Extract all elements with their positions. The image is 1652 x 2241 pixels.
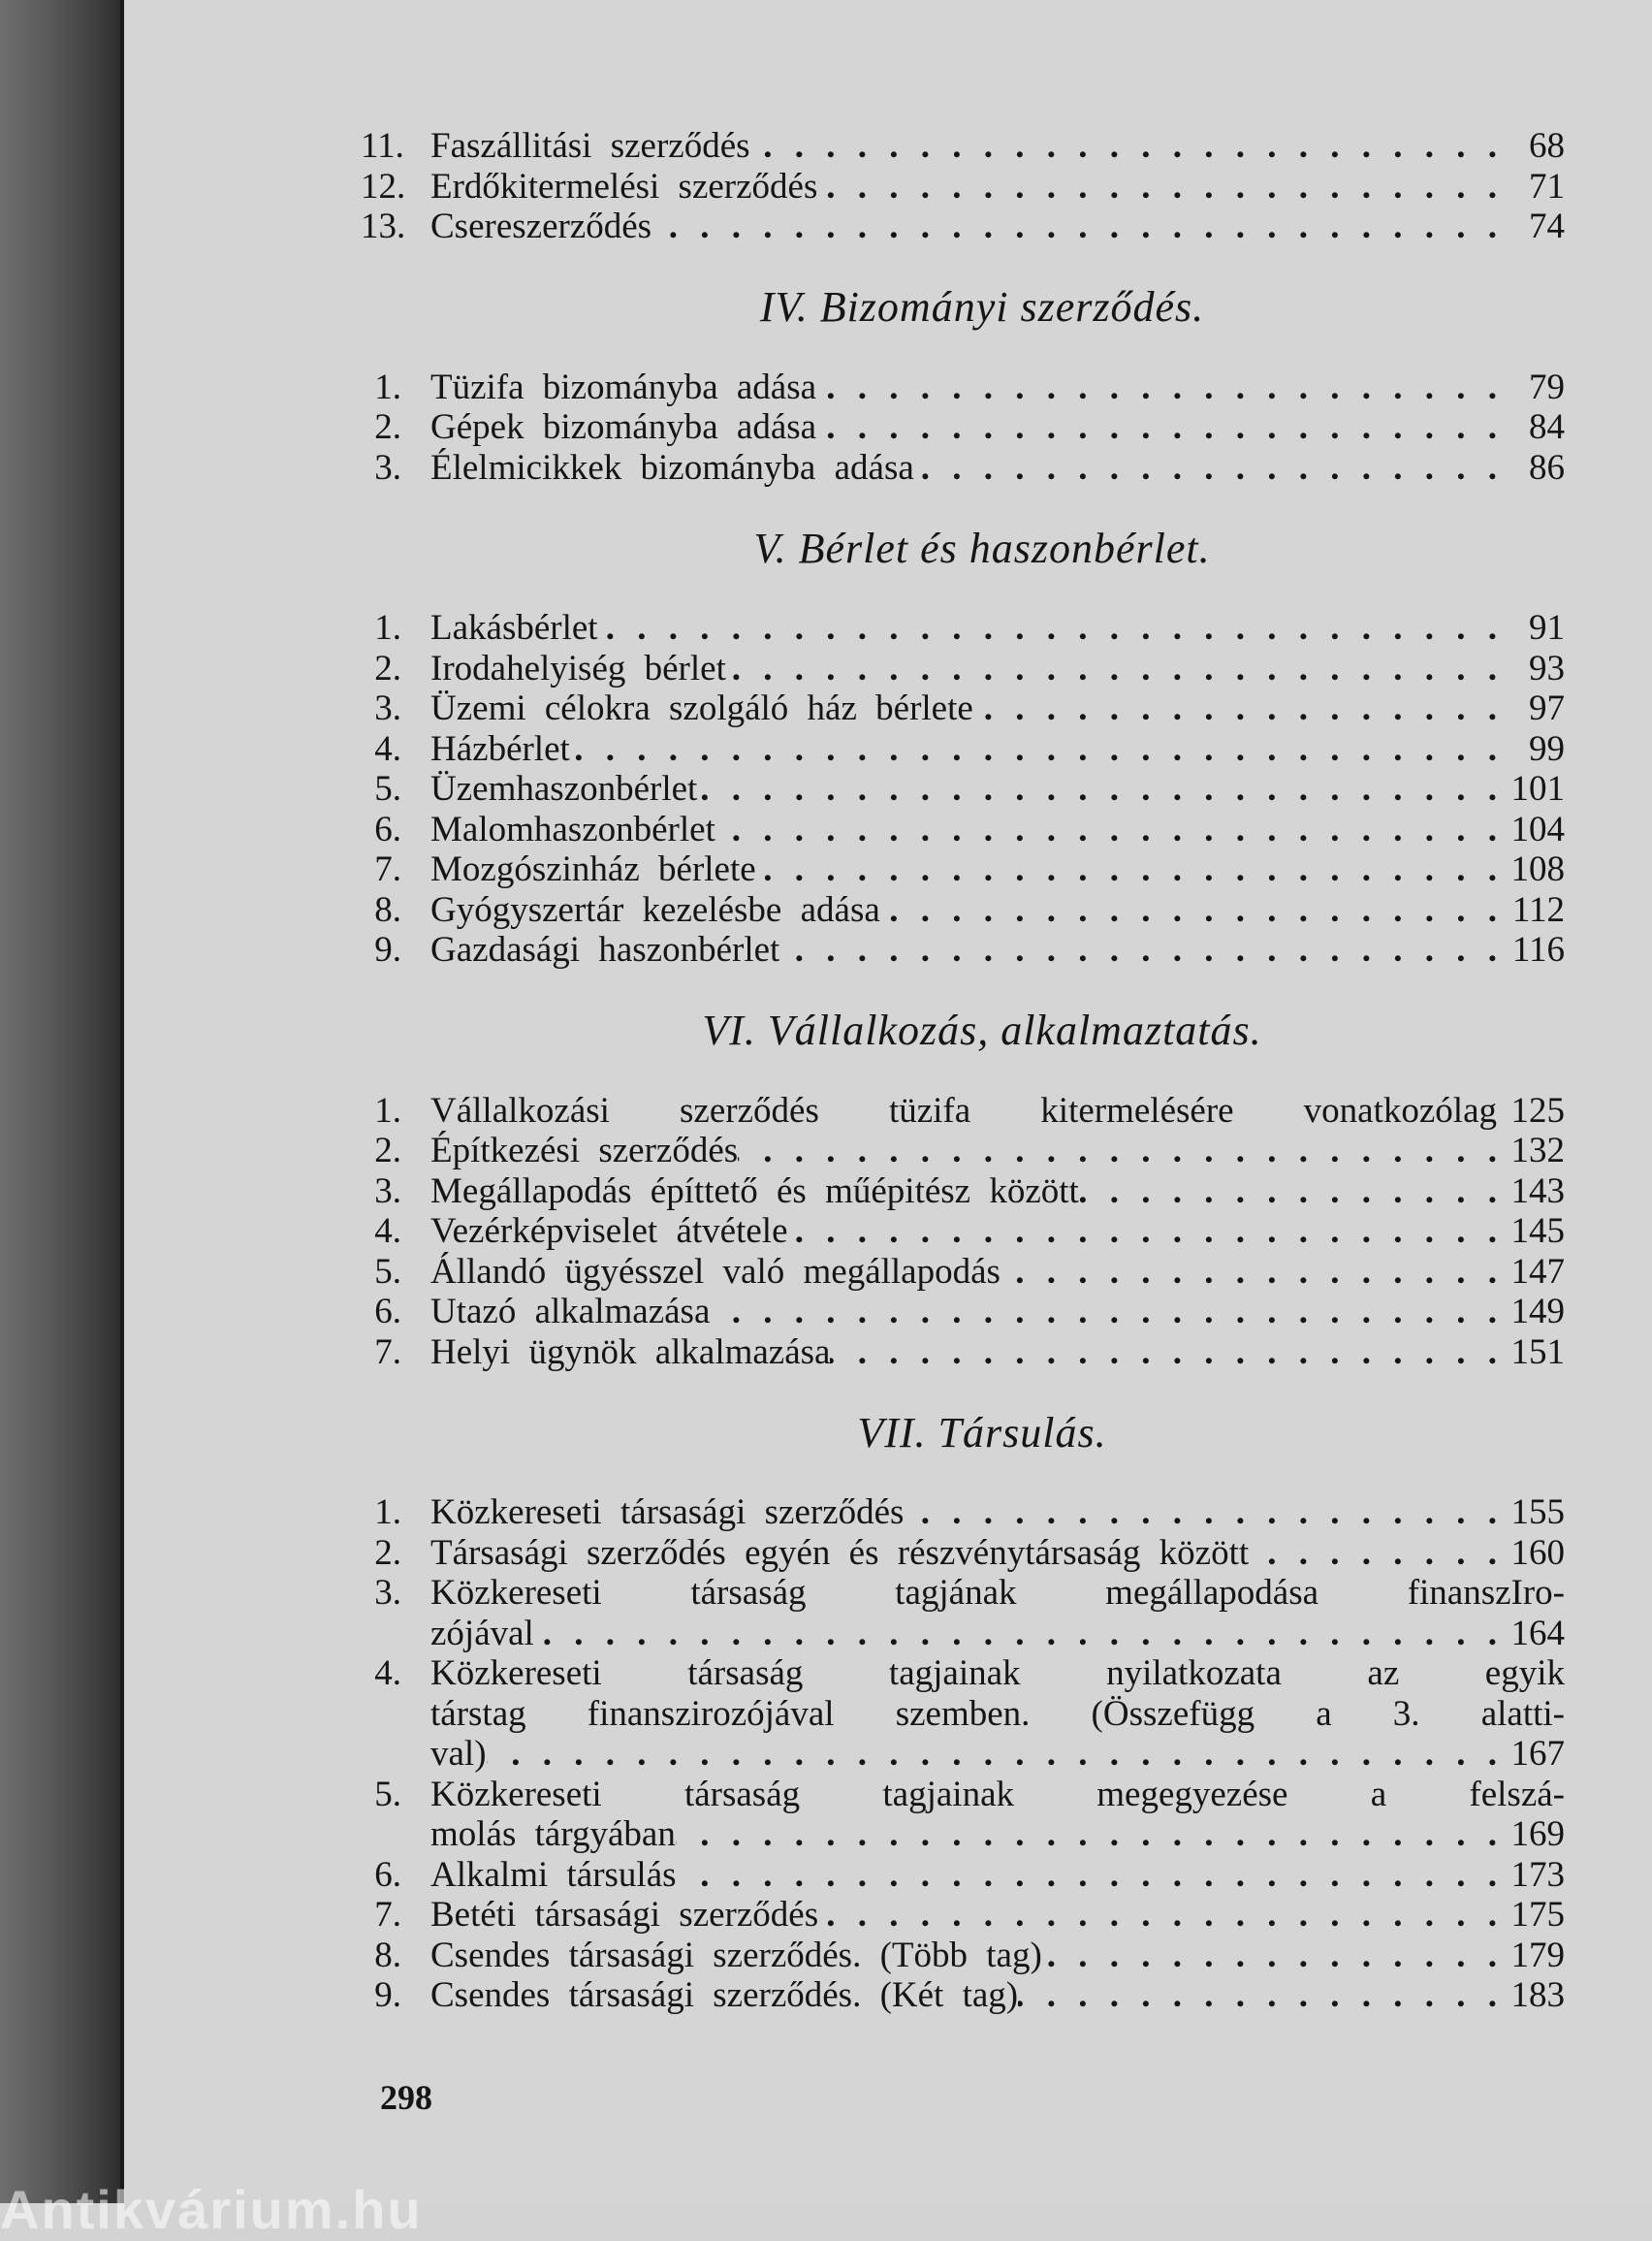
- entry-title: Alkalmi társulás: [430, 1854, 677, 1895]
- dot-leader: [487, 1734, 1497, 1775]
- dot-leader: [651, 207, 1497, 247]
- dot-leader: [818, 1895, 1497, 1936]
- dot-leader: [1249, 1533, 1497, 1574]
- entry-page: 84: [1529, 407, 1565, 447]
- dot-leader: [914, 448, 1497, 489]
- dot-leader: [756, 849, 1497, 890]
- entry-body: [430, 1975, 1497, 2016]
- entry-page: 86: [1529, 447, 1565, 488]
- toc-entry-line: [361, 1694, 1565, 1735]
- entry-body: [430, 890, 1497, 931]
- entry-page: 91: [1529, 608, 1565, 648]
- entry-page: 179: [1510, 1935, 1565, 1975]
- toc-entry: [361, 930, 1565, 971]
- entry-body: [430, 1734, 1497, 1775]
- entry-number: 8.: [374, 1935, 401, 1975]
- dot-leader: [816, 368, 1497, 408]
- entry-number: 2.: [374, 407, 401, 447]
- entry-number: 4.: [374, 1653, 401, 1693]
- dot-leader: [1079, 1171, 1497, 1212]
- entry-number: 7.: [374, 849, 401, 889]
- dot-leader: [817, 167, 1497, 208]
- entry-body: [430, 729, 1497, 770]
- entry-title: Építkezési szerződés: [430, 1131, 739, 1170]
- toc-entry: [361, 167, 1565, 208]
- toc-entry: [361, 126, 1565, 167]
- dot-leader: [738, 1131, 1497, 1171]
- entry-body: [430, 930, 1497, 971]
- toc-entry: [361, 1533, 1565, 1574]
- entry-title: molás tárgyában: [430, 1814, 676, 1854]
- entry-number: 6.: [374, 1292, 401, 1331]
- dot-leader: [710, 1292, 1497, 1332]
- entry-text-line: Közkereseti társaság tagjainak megegyezése a felszá-: [430, 1774, 1565, 1814]
- section-heading: VII. Társulás.: [857, 1408, 1107, 1457]
- toc-entry: [361, 769, 1565, 810]
- toc-entry: [361, 1171, 1565, 1212]
- entry-title: Betéti társasági szerződés: [430, 1895, 819, 1935]
- entry-body: [430, 649, 1497, 689]
- entry-page: 164: [1510, 1613, 1565, 1653]
- entry-body: [430, 368, 1497, 408]
- toc-entry: [361, 407, 1565, 448]
- dot-leader: [598, 608, 1497, 649]
- entry-body: [430, 1814, 1497, 1855]
- entry-body: [430, 849, 1497, 890]
- toc-entry: [361, 1292, 1565, 1332]
- entry-page: 99: [1529, 728, 1565, 769]
- entry-page: 143: [1510, 1170, 1565, 1211]
- entry-number: 3.: [374, 688, 401, 728]
- entry-number: 1.: [374, 608, 401, 648]
- entry-body: [430, 207, 1497, 247]
- entry-number: 13.: [361, 207, 406, 246]
- entry-number: 1.: [374, 1090, 401, 1131]
- entry-number: [361, 1734, 430, 1775]
- entry-title: Közkereseti társasági szerződés: [430, 1492, 905, 1532]
- entry-body: [430, 769, 1497, 810]
- toc-entry: [361, 1091, 1565, 1132]
- toc-entry: [361, 1252, 1565, 1293]
- entry-number: 4.: [374, 1211, 401, 1251]
- entry-number: 12.: [361, 166, 406, 207]
- entry-title: Vállalkozási szerződés tüzifa kitermelésére vonatkozólag: [430, 1090, 1497, 1131]
- entry-body: [430, 448, 1497, 489]
- entry-body: [430, 1171, 1497, 1212]
- entry-page: 147: [1510, 1251, 1565, 1292]
- entry-page: 175: [1510, 1895, 1565, 1935]
- entry-body: [430, 1211, 1497, 1252]
- entry-page: 71: [1529, 166, 1565, 207]
- entry-title: Helyi ügynök alkalmazása: [430, 1331, 831, 1372]
- entry-body: [430, 1614, 1497, 1654]
- entry-body: [430, 608, 1497, 649]
- entry-page: 104: [1510, 809, 1565, 849]
- entry-number: 2.: [374, 648, 401, 688]
- entry-title: Mozgószinház bérlete: [430, 849, 756, 889]
- toc-entry: [361, 890, 1565, 931]
- entry-text-line: Közkereseti társaság tagjának megállapodása finanszIro-: [430, 1573, 1565, 1613]
- toc-entry: [361, 1614, 1565, 1654]
- entry-number-blank: [361, 1694, 430, 1735]
- watermark: Antikvárium.hu: [0, 2179, 423, 2240]
- entry-title: Irodahelyiség bérlet: [430, 648, 726, 688]
- entry-page: 101: [1510, 769, 1565, 809]
- entry-number: [361, 1814, 430, 1855]
- entry-number: 6.: [374, 1854, 401, 1895]
- toc-entry-line: [361, 1573, 1565, 1614]
- entry-body: [430, 1694, 1565, 1735]
- entry-page: 132: [1510, 1131, 1565, 1170]
- entry-page: 93: [1529, 648, 1565, 688]
- entry-page: 116: [1511, 930, 1565, 970]
- entry-page: 108: [1510, 849, 1565, 889]
- section-heading: IV. Bizományi szerződés.: [759, 283, 1205, 331]
- entry-number: 3.: [374, 447, 401, 488]
- toc-entry: [361, 1855, 1565, 1896]
- entry-title: Faszállitási szerződés: [430, 126, 750, 166]
- entry-page: 173: [1510, 1854, 1565, 1895]
- entry-title: Üzemhaszonbérlet: [430, 769, 698, 809]
- dot-leader: [1018, 1975, 1497, 2016]
- toc-entry: [361, 368, 1565, 408]
- entry-title: val): [430, 1734, 487, 1774]
- dot-leader: [904, 1492, 1497, 1533]
- entry-number: 1.: [374, 367, 401, 407]
- toc-entry: [361, 1211, 1565, 1252]
- toc-entry: [361, 448, 1565, 489]
- dot-leader: [676, 1814, 1497, 1855]
- dot-leader: [973, 688, 1497, 729]
- entry-title: zójával: [430, 1613, 534, 1653]
- entry-page: 149: [1510, 1292, 1565, 1331]
- dot-leader: [830, 1332, 1497, 1373]
- toc-entry-line: [361, 1653, 1565, 1694]
- dot-leader: [779, 930, 1497, 971]
- table-of-contents: [361, 126, 1565, 2016]
- entry-number: [361, 1614, 430, 1654]
- entry-body: [430, 1775, 1565, 1815]
- entry-body: [430, 1492, 1497, 1533]
- dot-leader: [534, 1614, 1497, 1654]
- entry-title: Lakásbérlet: [430, 608, 598, 648]
- toc-entry: [361, 207, 1565, 247]
- entry-body: [430, 1292, 1497, 1332]
- entry-page: 68: [1529, 126, 1565, 166]
- entry-number: 9.: [374, 930, 401, 970]
- entry-body: [430, 1332, 1497, 1373]
- entry-page: 79: [1529, 367, 1565, 407]
- entry-page: 97: [1529, 688, 1565, 728]
- dot-leader: [750, 126, 1497, 167]
- dot-leader: [788, 1211, 1498, 1252]
- toc-entry: [361, 1492, 1565, 1533]
- entry-title: Tüzifa bizományba adása: [430, 367, 817, 407]
- entry-number: 3.: [374, 1170, 401, 1211]
- entry-title: Társasági szerződés egyén és részvénytársaság között: [430, 1532, 1250, 1573]
- entry-title: Gyógyszertár kezelésbe adása: [430, 889, 880, 930]
- entry-body: [430, 810, 1497, 850]
- entry-body: [430, 688, 1497, 729]
- entry-number: 5.: [374, 1251, 401, 1292]
- entry-number: 3.: [374, 1573, 401, 1613]
- entry-number: 5.: [374, 1774, 401, 1814]
- entry-title: Csendes társasági szerződés. (Két tag): [430, 1975, 1019, 2015]
- entry-title: Házbérlet: [430, 728, 570, 769]
- entry-page: 169: [1510, 1814, 1565, 1854]
- toc-entry: [361, 649, 1565, 689]
- section-heading: V. Bérlet és haszonbérlet.: [753, 524, 1211, 572]
- toc-entry-line: [361, 1775, 1565, 1815]
- dot-leader: [715, 810, 1497, 850]
- entry-number: 11.: [361, 126, 404, 166]
- entry-number: 7.: [374, 1331, 401, 1372]
- toc-entry: [361, 1936, 1565, 1976]
- entry-number: 2.: [374, 1532, 401, 1573]
- entry-number: 5.: [374, 769, 401, 809]
- toc-entry: [361, 1895, 1565, 1936]
- entry-number: 6.: [374, 809, 401, 849]
- toc-entry: [361, 608, 1565, 649]
- entry-title: Gazdasági haszonbérlet: [430, 930, 780, 970]
- entry-title: Megállapodás építtető és műépitész között: [430, 1170, 1079, 1211]
- entry-title: Csereszerződés: [430, 207, 652, 246]
- toc-entry: [361, 1131, 1565, 1171]
- entry-page: 167: [1510, 1734, 1565, 1774]
- entry-page: 145: [1510, 1211, 1565, 1251]
- dot-leader: [570, 729, 1497, 770]
- dot-leader: [1042, 1936, 1497, 1976]
- entry-number: 4.: [374, 728, 401, 769]
- entry-number: 9.: [374, 1975, 401, 2015]
- entry-number: 8.: [374, 889, 401, 930]
- entry-body: [430, 1091, 1497, 1132]
- entry-page: 74: [1529, 207, 1565, 246]
- dot-leader: [1001, 1252, 1497, 1293]
- entry-title: Élelmicikkek bizományba adása: [430, 447, 914, 488]
- entry-title: Utazó alkalmazása: [430, 1292, 711, 1331]
- entry-title: Állandó ügyésszel való megállapodás: [430, 1251, 1001, 1292]
- entry-title: Gépek bizományba adása: [430, 407, 817, 447]
- toc-entry: [361, 1975, 1565, 2016]
- entry-page: 112: [1511, 889, 1565, 930]
- entry-body: [430, 407, 1497, 448]
- entry-body: [430, 1936, 1497, 1976]
- entry-body: [430, 126, 1497, 167]
- dot-leader: [816, 407, 1497, 448]
- entry-page: 125: [1510, 1090, 1565, 1131]
- entry-text-line: társtag finanszirozójával szemben. (Összefügg a 3. alatti-: [430, 1693, 1565, 1734]
- entry-body: [430, 167, 1497, 208]
- dot-leader: [880, 890, 1497, 931]
- entry-page: 183: [1510, 1975, 1565, 2015]
- toc-entry: [361, 1814, 1565, 1855]
- entry-body: [430, 1131, 1497, 1171]
- entry-body: [430, 1573, 1565, 1614]
- entry-body: [430, 1895, 1497, 1936]
- toc-entry: [361, 810, 1565, 850]
- toc-entry: [361, 1734, 1565, 1775]
- book-spine-shadow: [0, 0, 122, 2203]
- entry-title: Üzemi célokra szolgáló ház bérlete: [430, 688, 973, 728]
- entry-body: [430, 1653, 1565, 1694]
- toc-entry: [361, 1332, 1565, 1373]
- entry-text-line: Közkereseti társaság tagjainak nyilatkozata az egyik: [430, 1653, 1565, 1693]
- entry-page: 155: [1510, 1492, 1565, 1532]
- entry-number: 1.: [374, 1492, 401, 1532]
- section-heading: VI. Vállalkozás, alkalmaztatás.: [702, 1007, 1262, 1054]
- page-number: 298: [380, 2078, 432, 2117]
- entry-number: 7.: [374, 1895, 401, 1935]
- toc-entry: [361, 849, 1565, 890]
- entry-title: Erdőkitermelési szerződés: [430, 166, 818, 207]
- dot-leader: [697, 769, 1497, 810]
- entry-title: Vezérképviselet átvétele: [430, 1211, 788, 1251]
- toc-entry: [361, 729, 1565, 770]
- toc-entry: [361, 688, 1565, 729]
- dot-leader: [677, 1855, 1497, 1896]
- entry-body: [430, 1252, 1497, 1293]
- entry-title: Malomhaszonbérlet: [430, 809, 715, 849]
- entry-page: 151: [1510, 1331, 1565, 1372]
- entry-body: [430, 1855, 1497, 1896]
- entry-page: 160: [1510, 1532, 1565, 1573]
- dot-leader: [726, 649, 1497, 689]
- entry-title: Csendes társasági szerződés. (Több tag): [430, 1935, 1042, 1975]
- entry-number: 2.: [374, 1131, 401, 1170]
- entry-body: [430, 1533, 1497, 1574]
